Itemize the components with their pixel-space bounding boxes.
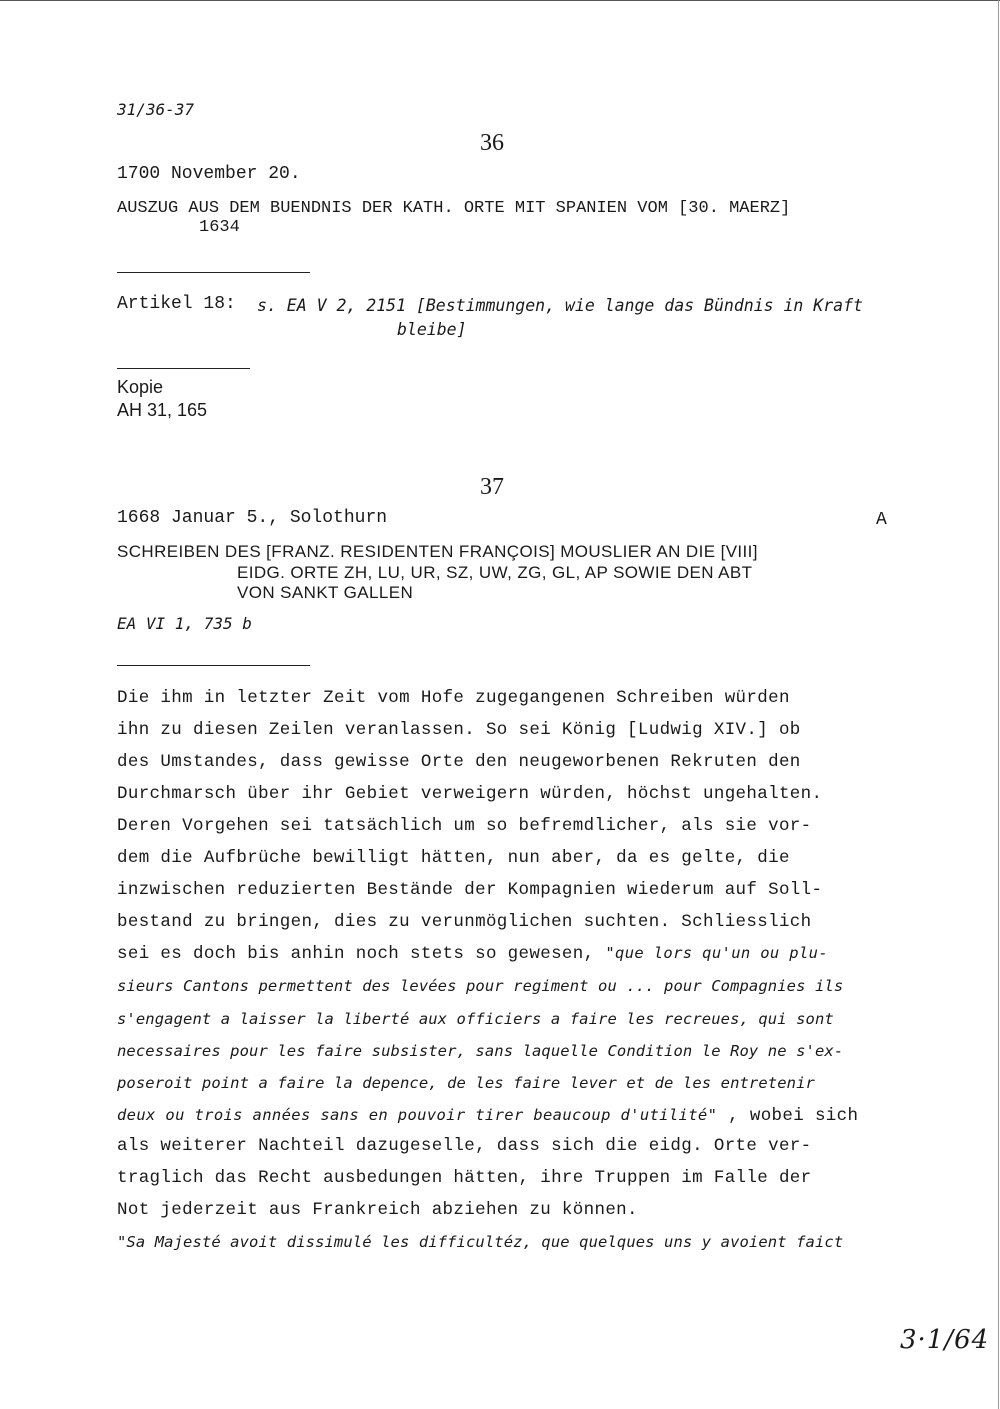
document-37-title-line3: VON SANKT GALLEN xyxy=(237,583,414,602)
body-line-10-quote: sieurs Cantons permettent des levées pour regiment ou ... pour Compagnies ils xyxy=(117,977,844,995)
document-36-date: 1700 November 20. xyxy=(117,164,301,184)
body-line-14-text: , wobei sich xyxy=(717,1106,859,1126)
body-line-9 xyxy=(117,944,828,964)
document-37-title-line2: EIDG. ORTE ZH, LU, UR, SZ, UW, ZG, GL, AP SOWIE DEN ABT xyxy=(237,563,753,582)
body-line-9-quote: "que lors qu'un ou plu- xyxy=(605,944,829,962)
document-number-36: 36 xyxy=(480,130,504,156)
document-37-title-line1: SCHREIBEN DES [FRANZ. RESIDENTEN FRANÇOIS] MOUSLIER AN DIE [VIII] xyxy=(117,542,758,561)
body-line-11-quote: s'engagent a laisser la liberté aux officiers a faire les recreues, qui sont xyxy=(117,1010,834,1028)
document-36-title-line1: AUSZUG AUS DEM BUENDNIS DER KATH. ORTE MIT SPANIEN VOM [30. MAERZ] xyxy=(117,199,791,218)
body-line-5: Deren Vorgehen sei tatsächlich um so befremdlicher, als sie vor- xyxy=(117,816,812,836)
document-number-37: 37 xyxy=(480,474,504,500)
article-reference-line2: bleibe] xyxy=(397,320,467,339)
separator-rule xyxy=(117,665,310,666)
source-reference: AH 31, 165 xyxy=(117,400,208,420)
body-line-9-text: sei es doch bis anhin noch stets so gewesen, xyxy=(117,944,606,964)
page-border-right xyxy=(998,0,999,1409)
body-line-17: Not jederzeit aus Frankreich abziehen zu können. xyxy=(117,1200,638,1220)
body-line-3: des Umstandes, dass gewisse Orte den neugeworbenen Rekruten den xyxy=(117,752,801,772)
handwritten-page-number: 3·1/64 xyxy=(900,1325,990,1355)
document-37-date-place: 1668 Januar 5., Solothurn xyxy=(117,508,388,528)
body-line-6: dem die Aufbrüche bewilligt hätten, nun aber, da es gelte, die xyxy=(117,848,790,868)
body-line-16: traglich das Recht ausbedungen hätten, ihre Truppen im Falle der xyxy=(117,1168,812,1188)
body-line-14 xyxy=(117,1106,858,1126)
edition-reference: EA VI 1, 735 b xyxy=(117,614,252,633)
body-line-18-quote: "Sa Majesté avoit dissimulé les difficultéz, que quelques uns y avoient faict xyxy=(117,1233,844,1251)
page-reference: 31/36-37 xyxy=(117,100,195,119)
body-line-14-quote: deux ou trois années sans en pouvoir tirer beaucoup d'utilité" xyxy=(117,1106,718,1124)
article-reference-line1: s. EA V 2, 2151 [Bestimmungen, wie lange das Bündnis in Kraft xyxy=(257,296,863,315)
body-line-15: als weiterer Nachteil dazugeselle, dass sich die eidg. Orte ver- xyxy=(117,1136,812,1156)
page-border-top xyxy=(0,0,1000,1)
body-line-1: Die ihm in letzter Zeit vom Hofe zugegangenen Schreiben würden xyxy=(117,688,790,708)
body-line-4: Durchmarsch über ihr Gebiet verweigern würden, höchst ungehalten. xyxy=(117,784,823,804)
body-line-7: inzwischen reduzierten Bestände der Kompagnien wiederum auf Soll- xyxy=(117,880,823,900)
article-label: Artikel 18: xyxy=(117,294,236,314)
document-37-marker: A xyxy=(876,510,887,530)
body-line-12-quote: necessaires pour les faire subsister, sans laquelle Condition le Roy ne s'ex- xyxy=(117,1042,844,1060)
body-line-2: ihn zu diesen Zeilen veranlassen. So sei König [Ludwig XIV.] ob xyxy=(117,720,801,740)
body-line-13-quote: poseroit point a faire la depence, de les faire lever et de les entretenir xyxy=(117,1074,815,1092)
source-label: Kopie xyxy=(117,377,164,397)
separator-rule xyxy=(117,272,310,273)
separator-rule xyxy=(117,368,250,369)
body-line-8: bestand zu bringen, dies zu verunmöglichen suchten. Schliesslich xyxy=(117,912,812,932)
document-36-title-line2: 1634 xyxy=(199,218,240,237)
